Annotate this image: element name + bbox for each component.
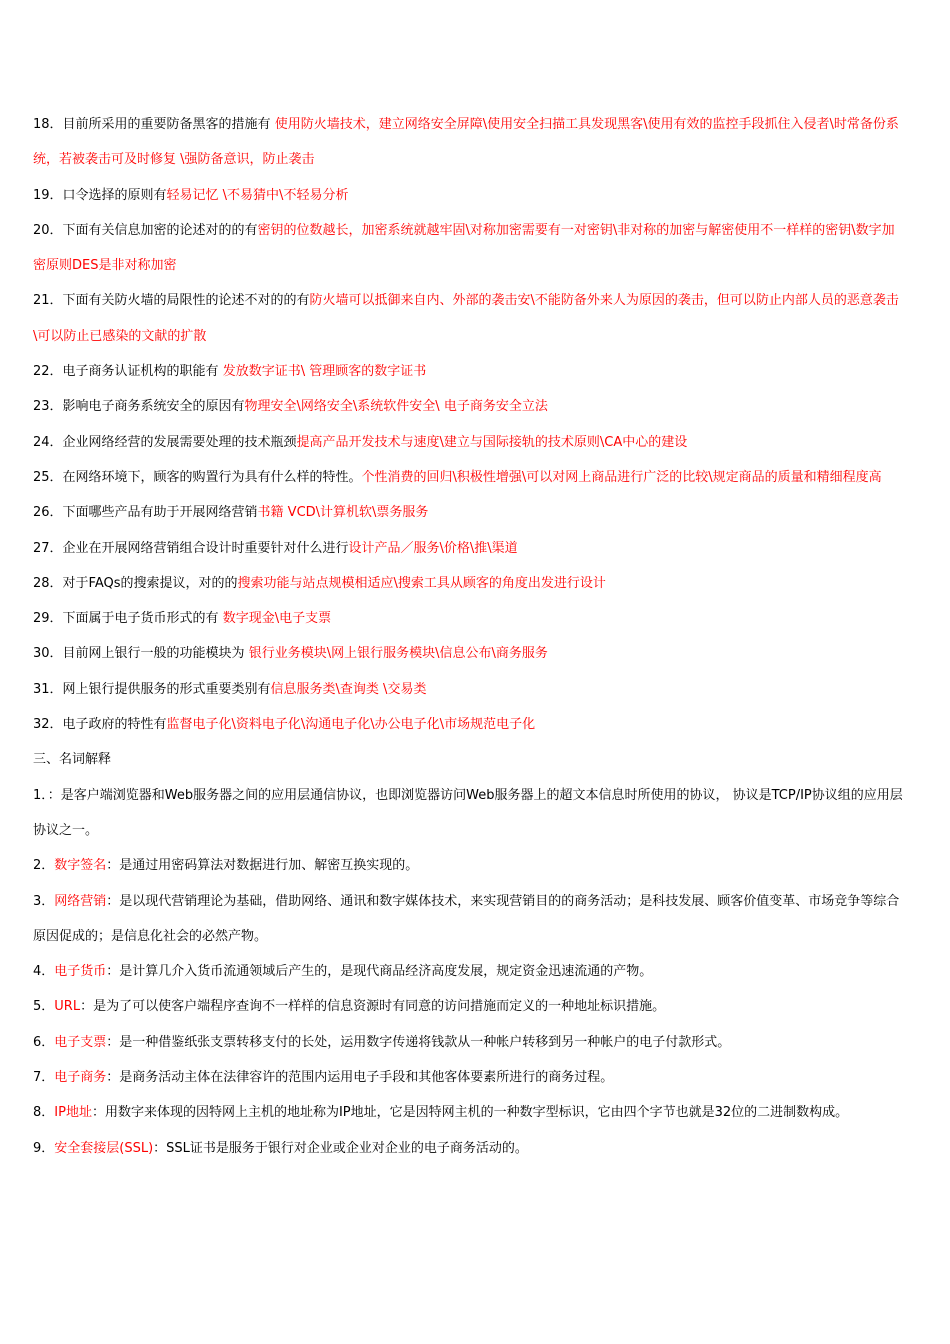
question-18 [33,107,905,178]
document-page [33,107,905,1166]
term-3 [33,884,905,955]
question-27 [33,531,905,566]
term-number: 4． [33,964,55,980]
answer-text: 密钥的位数越长，加密系统就越牢固\对称加密需要有一对密钥\非对称的加密与解密使用不一样样的密钥\数字加密原则DES是非对称加密 [33,222,895,274]
term-definition: ：是通过用密码算法对数据进行加、解密互换实现的。 [106,858,419,874]
answer-text: 物理安全\网络安全\系统软件安全\ 电子商务安全立法 [244,399,548,415]
term-name: 电子货币 [54,964,107,980]
question-30 [33,636,905,671]
question-text: 25．在网络环境下，顾客的购置行为具有什么样的特性。 [33,469,362,485]
question-25 [33,460,905,495]
answer-text: 设计产品／服务\价格\推\渠道 [348,540,518,556]
question-23 [33,389,905,424]
term-4 [33,954,905,989]
section-title: 三、名词解释 [33,752,112,768]
question-text: 27．企业在开展网络营销组合设计时重要针对什么进行 [33,540,349,556]
question-22 [33,354,905,389]
question-text: 30．目前网上银行一般的功能模块为 [33,646,249,662]
answer-text: 个性消费的回归\积极性增强\可以对网上商品进行广泛的比较\规定商品的质量和精细程度高 [361,469,882,485]
question-21 [33,283,905,354]
question-text: 21．下面有关防火墙的局限性的论述不对的的有 [33,293,310,309]
term-definition: ：是一种借鉴纸张支票转移支付的长处，运用数字传递将钱款从一种帐户转移到另一种帐户的电子付款形式。 [106,1034,731,1050]
term-definition: ：是以现代营销理论为基础，借助网络、通讯和数字媒体技术，来实现营销目的的商务活动；是科技发展、顾客价值变革、市场竞争等综合原因促成的；是信息化社会的必然产物。 [33,893,900,944]
answer-text: 监督电子化\资料电子化\沟通电子化\办公电子化\市场规范电子化 [166,717,536,733]
answer-text: 轻易记忆 \不易猜中\不轻易分析 [166,187,349,203]
question-26 [33,495,905,530]
answer-text: 信息服务类\查询类 \交易类 [270,681,427,697]
question-29 [33,601,905,636]
answer-text: 书籍 VCD\计算机软\票务服务 [257,505,429,521]
question-20 [33,213,905,284]
term-5 [33,989,905,1024]
term-2 [33,848,905,883]
term-number: 1． [33,787,48,803]
term-definition: ：是为了可以使客户端程序查询不一样样的信息资源时有同意的访问措施而定义的一种地址标识措施。 [80,999,666,1015]
term-name: IP地址 [54,1105,92,1121]
question-text: 20．下面有关信息加密的论述对的的有 [33,222,258,238]
term-number: 6． [33,1034,55,1050]
term-7 [33,1060,905,1095]
question-text: 19．口令选择的原则有 [33,187,167,203]
question-text: 32．电子政府的特性有 [33,717,167,733]
term-number: 9． [33,1140,55,1156]
term-number: 3． [33,893,55,909]
question-text: 22．电子商务认证机构的职能有 [33,364,223,380]
term-definition: ：是商务活动主体在法律容许的范围内运用电子手段和其他客体要素所进行的商务过程。 [106,1070,614,1086]
term-definition: ：SSL证书是服务于银行对企业或企业对企业的电子商务活动的。 [153,1140,528,1156]
question-24 [33,425,905,460]
question-32 [33,707,905,742]
answer-text: 搜索功能与站点规模相适应\搜索工具从顾客的角度出发进行设计 [237,575,606,591]
question-text: 26．下面哪些产品有助于开展网络营销 [33,505,258,521]
term-number: 7． [33,1070,55,1086]
term-name: 电子商务 [54,1070,107,1086]
term-9 [33,1131,905,1166]
term-number: 2． [33,858,55,874]
question-31 [33,672,905,707]
answer-text: 数字现金\电子支票 [222,611,332,627]
term-name: 电子支票 [54,1034,107,1050]
question-text: 24．企业网络经营的发展需要处理的技术瓶颈 [33,434,297,450]
answer-text: 银行业务模块\网上银行服务模块\信息公布\商务服务 [248,646,548,662]
term-definition: ：是客户端浏览器和Web服务器之间的应用层通信协议，也即浏览器访问Web服务器上的超文本信息时所使用的协议， 协议是TCP/IP协议组的应用层协议之一。 [33,787,903,838]
answer-text: 发放数字证书\ 管理顾客的数字证书 [222,364,427,380]
answer-text: 使用防火墙技术，建立网络安全屏障\使用安全扫描工具发现黑客\使用有效的监控手段抓住入侵者\时常备份系统，若被袭击可及时修复 \强防备意识，防止袭击 [33,117,899,168]
term-6 [33,1025,905,1060]
question-28 [33,566,905,601]
term-number: 8． [33,1105,55,1121]
answer-text: 提高产品开发技术与速度\建立与国际接轨的技术原则\CA中心的建设 [296,434,688,450]
question-19 [33,178,905,213]
term-number: 5． [33,999,55,1015]
term-name: 数字签名 [54,858,107,874]
term-name: 安全套接层(SSL) [54,1140,154,1156]
term-name: URL [54,999,81,1015]
question-text: 29．下面属于电子货币形式的有 [33,611,223,627]
question-text: 23．影响电子商务系统安全的原因有 [33,399,245,415]
term-definition: ：用数字来体现的因特网上主机的地址称为IP地址，它是因特网主机的一种数字型标识，它由四个字节也就是32位的二进制数构成。 [91,1105,849,1121]
term-name: 网络营销 [54,893,107,909]
question-text: 31．网上银行提供服务的形式重要类别有 [33,681,271,697]
question-text: 28．对于FAQs的搜索提议，对的的 [33,575,238,591]
term-definition: ：是计算几介入货币流通领域后产生的，是现代商品经济高度发展，规定资金迅速流通的产物。 [106,964,653,980]
term-1 [33,778,905,849]
answer-text: 防火墙可以抵御来自内、外部的袭击安\不能防备外来人为原因的袭击，但可以防止内部人员的恶意袭击\可以防止已感染的文献的扩散 [33,293,899,344]
question-text: 18．目前所采用的重要防备黑客的措施有 [33,117,275,132]
term-8 [33,1095,905,1130]
